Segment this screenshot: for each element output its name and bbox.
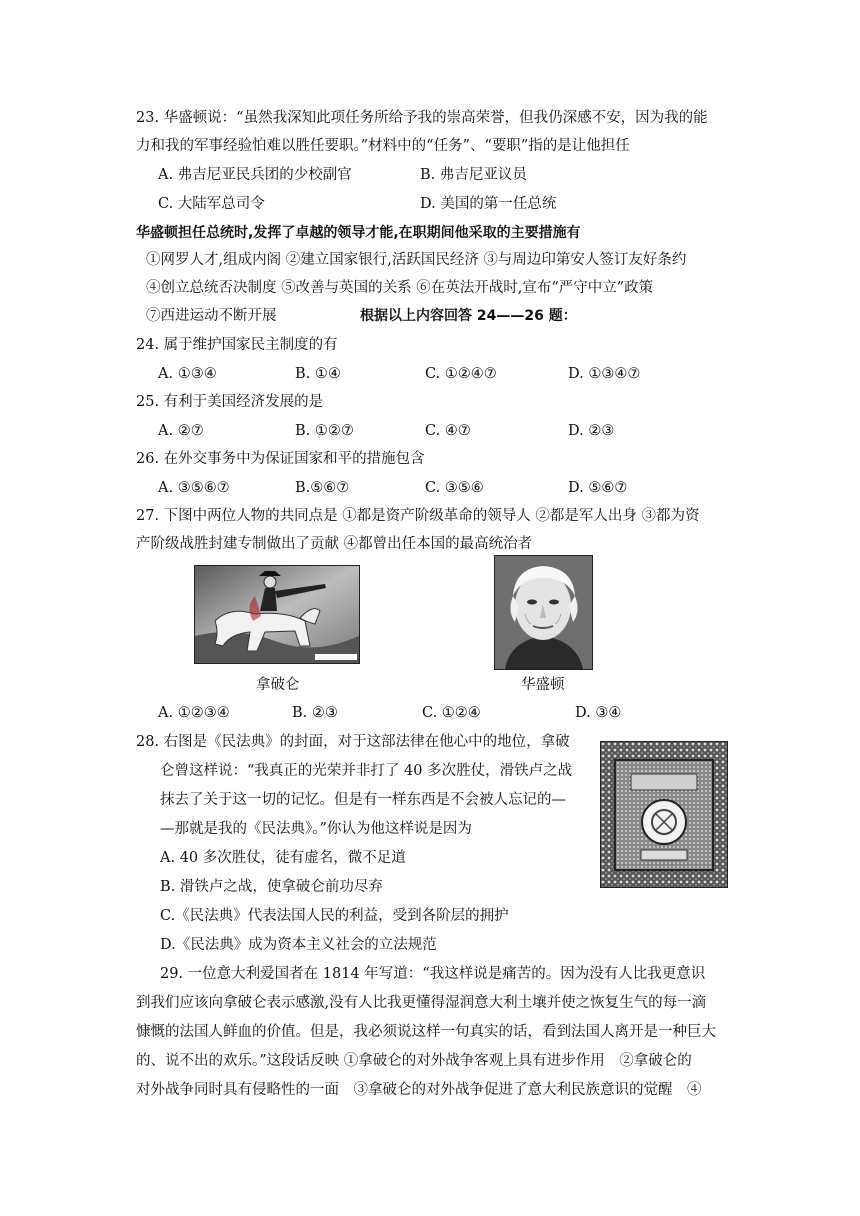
q27-stem-line1: 27. 下图中两位人物的共同点是 ①都是资产阶级革命的领导人 ②都是军人出身 ③都为资 xyxy=(136,508,700,524)
washington-face-icon xyxy=(495,556,592,669)
q29-stem-line1: 29. 一位意大利爱国者在 1814 年写道：“我这样说是痛苦的。因为没有人比我更意识 xyxy=(160,966,706,982)
q23-option-a: A. 弗吉尼亚民兵团的少校副官 xyxy=(158,167,352,183)
washington-portrait xyxy=(494,555,593,670)
q24-option-a: A. ①③④ xyxy=(158,366,217,382)
q28-stem-line2: 仑曾这样说：“我真正的光荣并非打了 40 多次胜仗，滑铁卢之战 xyxy=(160,763,573,779)
q25-stem: 25. 有利于美国经济发展的是 xyxy=(136,394,324,410)
q28-option-a: A. 40 多次胜仗，徒有虚名，微不足道 xyxy=(160,850,406,866)
civil-code-cover-picture xyxy=(600,741,728,888)
napoleon-picture xyxy=(194,565,360,664)
civil-code-emblem-icon xyxy=(601,742,727,887)
q25-option-c: C. ④⑦ xyxy=(425,423,471,439)
q27-option-c: C. ①②④ xyxy=(422,705,481,721)
q23-option-b: B. 弗吉尼亚议员 xyxy=(420,167,527,183)
q24-stem: 24. 属于维护国家民主制度的有 xyxy=(136,337,338,353)
q26-stem: 26. 在外交事务中为保证国家和平的措施包含 xyxy=(136,451,425,467)
q24-option-b: B. ①④ xyxy=(295,366,341,382)
q26-option-b: B.⑤⑥⑦ xyxy=(295,480,350,496)
q29-stem-line5: 对外战争同时具有侵略性的一面 ③拿破仑的对外战争促进了意大利民族意识的觉醒 ④ xyxy=(136,1082,702,1098)
q28-option-b: B. 滑铁卢之战，使拿破仑前功尽弃 xyxy=(160,879,383,895)
q28-stem-line1: 28. 右图是《民法典》的封面，对于这部法律在他心中的地位，拿破 xyxy=(136,734,570,750)
q27-option-d: D. ③④ xyxy=(575,705,622,721)
q27-option-b: B. ②③ xyxy=(292,705,338,721)
caption-napoleon: 拿破仑 xyxy=(256,677,300,693)
q28-stem-line4: —那就是我的《民法典》。”你认为他这样说是因为 xyxy=(160,821,472,837)
caption-washington: 华盛顿 xyxy=(521,677,565,693)
material-line1: ①网罗人才,组成内阁 ②建立国家银行,活跃国民经济 ③与周边印第安人签订友好条约 xyxy=(146,252,687,268)
q28-option-c: C.《民法典》代表法国人民的利益，受到各阶层的拥护 xyxy=(160,908,509,924)
q23-stem-line1: 23. 华盛顿说：“虽然我深知此项任务所给予我的崇高荣誉，但我仍深感不安，因为我的能 xyxy=(136,110,708,126)
q24-option-d: D. ①③④⑦ xyxy=(568,366,641,382)
material-line2: ④创立总统否决制度 ⑤改善与英国的关系 ⑥在英法开战时,宣布“严守中立”政策 xyxy=(146,280,654,296)
material-line3: ⑦西进运动不断开展 xyxy=(146,308,277,324)
q26-option-c: C. ③⑤⑥ xyxy=(425,480,484,496)
q28-stem-line3: 抹去了关于这一切的记忆。但是有一样东西是不会被人忘记的— xyxy=(160,792,566,808)
q29-stem-line2: 到我们应该向拿破仑表示感激,没有人比我更懂得湿润意大利土壤并使之恢复生气的每一滴 xyxy=(136,995,707,1011)
q25-option-d: D. ②③ xyxy=(568,423,615,439)
q23-option-c: C. 大陆军总司令 xyxy=(158,196,265,212)
q23-option-d: D. 美国的第一任总统 xyxy=(420,196,557,212)
q26-option-a: A. ③⑤⑥⑦ xyxy=(158,480,230,496)
q24-option-c: C. ①②④⑦ xyxy=(425,366,497,382)
material-instruction: 根据以上内容回答 24——26 题： xyxy=(360,308,577,324)
q29-stem-line4: 的、说不出的欢乐。”这段话反映 ①拿破仑的对外战争客观上具有进步作用 ②拿破仑的 xyxy=(136,1053,692,1069)
napoleon-horse-icon xyxy=(195,566,359,663)
q25-option-b: B. ①②⑦ xyxy=(295,423,354,439)
q29-stem-line3: 慷慨的法国人鲜血的价值。但是，我必须说这样一句真实的话，看到法国人离开是一种巨大 xyxy=(136,1024,716,1040)
q26-option-d: D. ⑤⑥⑦ xyxy=(568,480,628,496)
q25-option-a: A. ②⑦ xyxy=(158,423,204,439)
material-heading: 华盛顿担任总统时,发挥了卓越的领导才能,在职期间他采取的主要措施有 xyxy=(136,225,581,241)
q23-stem-line2: 力和我的军事经验怕难以胜任要职。”材料中的“任务”、“要职”指的是让他担任 xyxy=(136,138,630,154)
q27-option-a: A. ①②③④ xyxy=(158,705,230,721)
q28-option-d: D.《民法典》成为资本主义社会的立法规范 xyxy=(160,937,437,953)
q27-stem-line2: 产阶级战胜封建专制做出了贡献 ④都曾出任本国的最高统治者 xyxy=(136,536,533,552)
